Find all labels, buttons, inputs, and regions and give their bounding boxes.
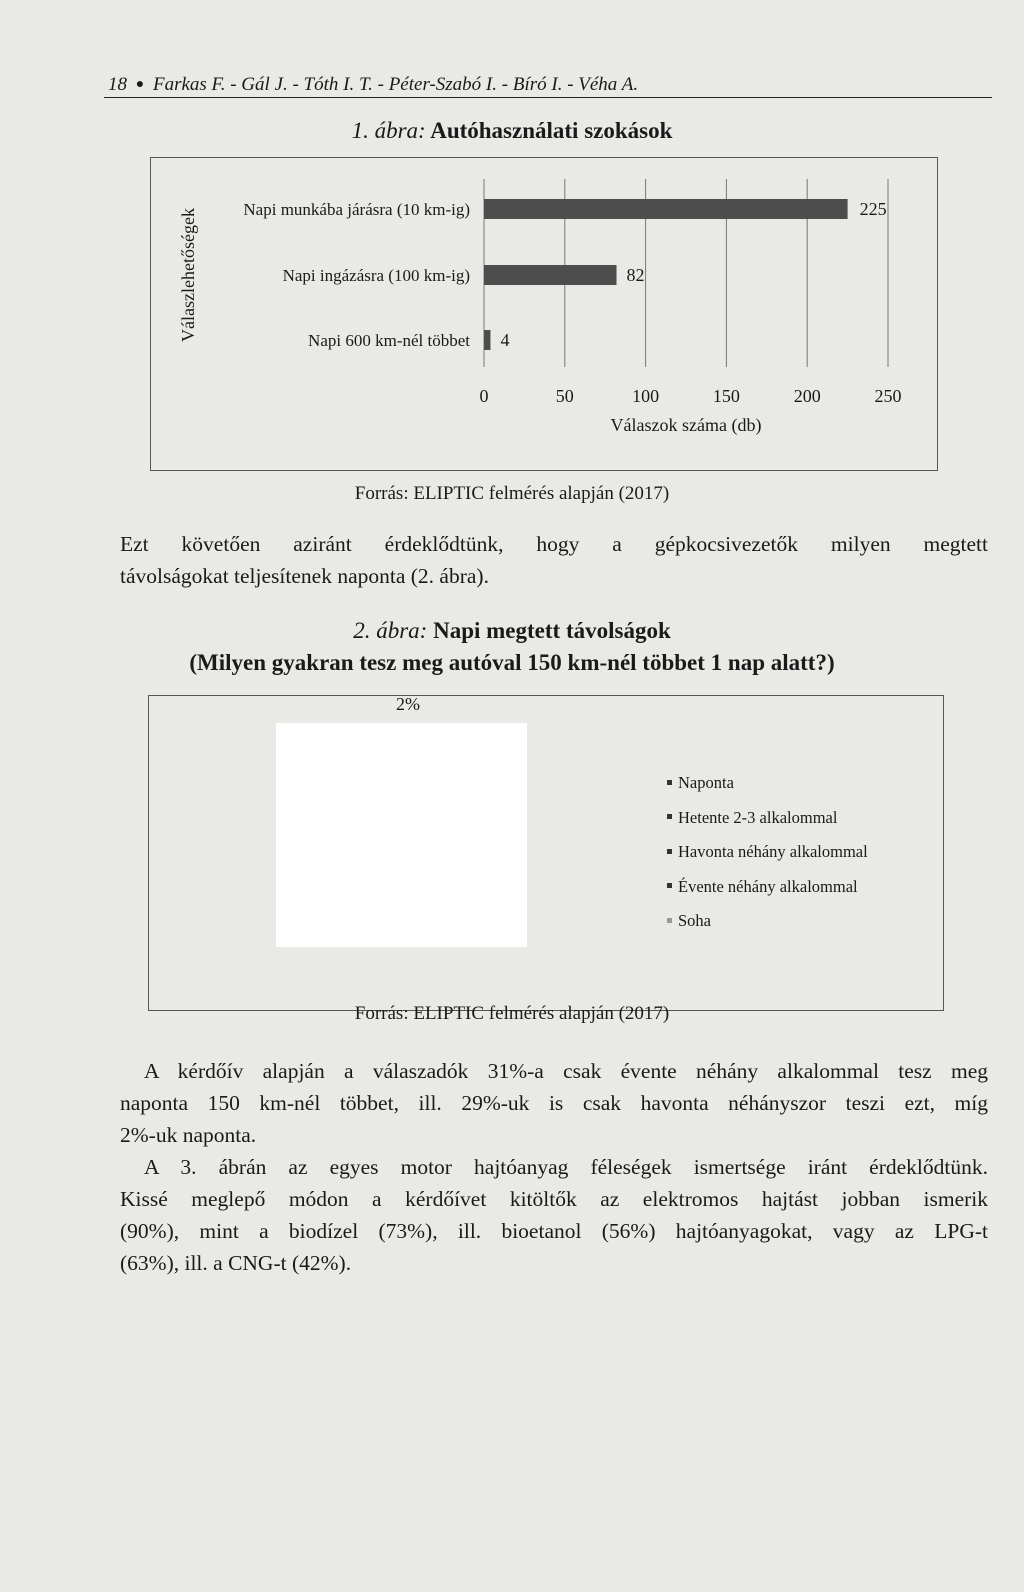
category-label: Napi munkába járásra (10 km-ig) [243, 200, 470, 219]
running-header [108, 74, 638, 96]
legend-item-hetente [667, 801, 868, 836]
figure2-label: 2. ábra: [353, 618, 428, 643]
paragraph-3-line-3: (90%), mint a biodízel (73%), ill. bioetanol (56%) hajtóanyagokat, vagy az LPG-t [120, 1219, 988, 1243]
pie-legend [667, 766, 868, 939]
x-tick-label: 250 [874, 386, 902, 406]
bar-chart [150, 157, 938, 471]
bullet-icon: ● [135, 77, 145, 92]
paragraph-2-line-2: naponta 150 km-nél többet, ill. 29%-uk is csak havonta néhányszor teszi ezt, míg [120, 1091, 988, 1115]
page-number: 18 [108, 74, 127, 95]
paragraph-1-line-2: távolságokat teljesítenek naponta (2. ábra). [120, 564, 489, 588]
category-label: Napi ingázásra (100 km-ig) [282, 266, 470, 285]
figure1-title [0, 118, 1024, 144]
figure2-title-line-1: Napi megtett távolságok [433, 618, 671, 643]
legend-swatch-icon [667, 780, 672, 785]
legend-label: Hetente 2-3 alkalommal [678, 807, 838, 827]
x-tick-label: 50 [555, 386, 574, 406]
header-rule [104, 97, 992, 98]
x-tick-label: 0 [479, 386, 489, 406]
legend-item-havonta [667, 835, 868, 870]
bar [484, 265, 617, 285]
paragraph-1 [120, 528, 988, 592]
paragraph-2 [120, 1055, 988, 1151]
legend-swatch-icon [667, 883, 672, 888]
bar [484, 199, 848, 219]
paragraph-3-line-4: (63%), ill. a CNG-t (42%). [120, 1251, 352, 1275]
legend-label: Naponta [678, 773, 734, 792]
figure2-title [0, 618, 1024, 644]
value-label: 225 [859, 199, 887, 219]
x-tick-label: 200 [793, 386, 821, 406]
paragraph-2-line-3: 2%-uk naponta. [120, 1123, 257, 1147]
figure1-source: Forrás: ELIPTIC felmérés alapján (2017) [354, 483, 670, 504]
author-list: Farkas F. - Gál J. - Tóth I. T. - Péter-Szabó I. - Bíró I. - Véha A. [152, 74, 639, 95]
legend-swatch-icon [667, 849, 672, 854]
x-tick-label: 100 [632, 386, 660, 406]
paragraph-3-line-1: A 3. ábrán az egyes motor hajtóanyag féleségek ismertsége iránt érdeklődtünk. [144, 1155, 988, 1179]
y-axis-label: Válaszlehetőségek [178, 208, 198, 342]
legend-label: Soha [678, 911, 711, 930]
x-axis-label: Válaszok száma (db) [610, 415, 762, 435]
legend-swatch-icon [667, 918, 672, 923]
x-tick-labels [480, 386, 902, 406]
legend-label: Havonta néhány alkalommal [678, 842, 868, 861]
paragraph-1-line-1: Ezt követően aziránt érdeklődtünk, hogy a gépkocsivezetők milyen megtett [120, 532, 988, 556]
value-label: 4 [500, 330, 510, 350]
figure2-source: Forrás: ELIPTIC felmérés alapján (2017) [354, 1003, 670, 1024]
value-label: 82 [626, 265, 645, 285]
paragraph-3 [120, 1151, 988, 1279]
legend-swatch-icon [667, 814, 672, 819]
category-label: Napi 600 km-nél többet [308, 331, 470, 350]
legend-label: Évente néhány alkalommal [678, 876, 858, 896]
bar [484, 330, 490, 350]
paragraph-3-line-2: Kissé meglepő módon a kérdőívet kitöltők az elektromos hajtást jobban ismerik [120, 1187, 988, 1211]
x-tick-label: 150 [712, 386, 740, 406]
figure1-label: 1. ábra: [351, 118, 426, 143]
pie-data-label: 2% [396, 694, 420, 714]
pie-chart-area [276, 723, 527, 947]
bar-marks [484, 199, 848, 350]
legend-item-evente [667, 870, 868, 905]
paragraph-2-line-1: A kérdőív alapján a válaszadók 31%-a csak évente néhány alkalommal tesz meg [144, 1059, 988, 1083]
legend-item-naponta [667, 766, 868, 801]
category-labels [243, 200, 470, 350]
figure2-subtitle: (Milyen gyakran tesz meg autóval 150 km-nél többet 1 nap alatt?) [189, 650, 835, 675]
figure1-title-text: Autóhasználati szokások [430, 118, 673, 143]
legend-item-soha [667, 904, 868, 939]
